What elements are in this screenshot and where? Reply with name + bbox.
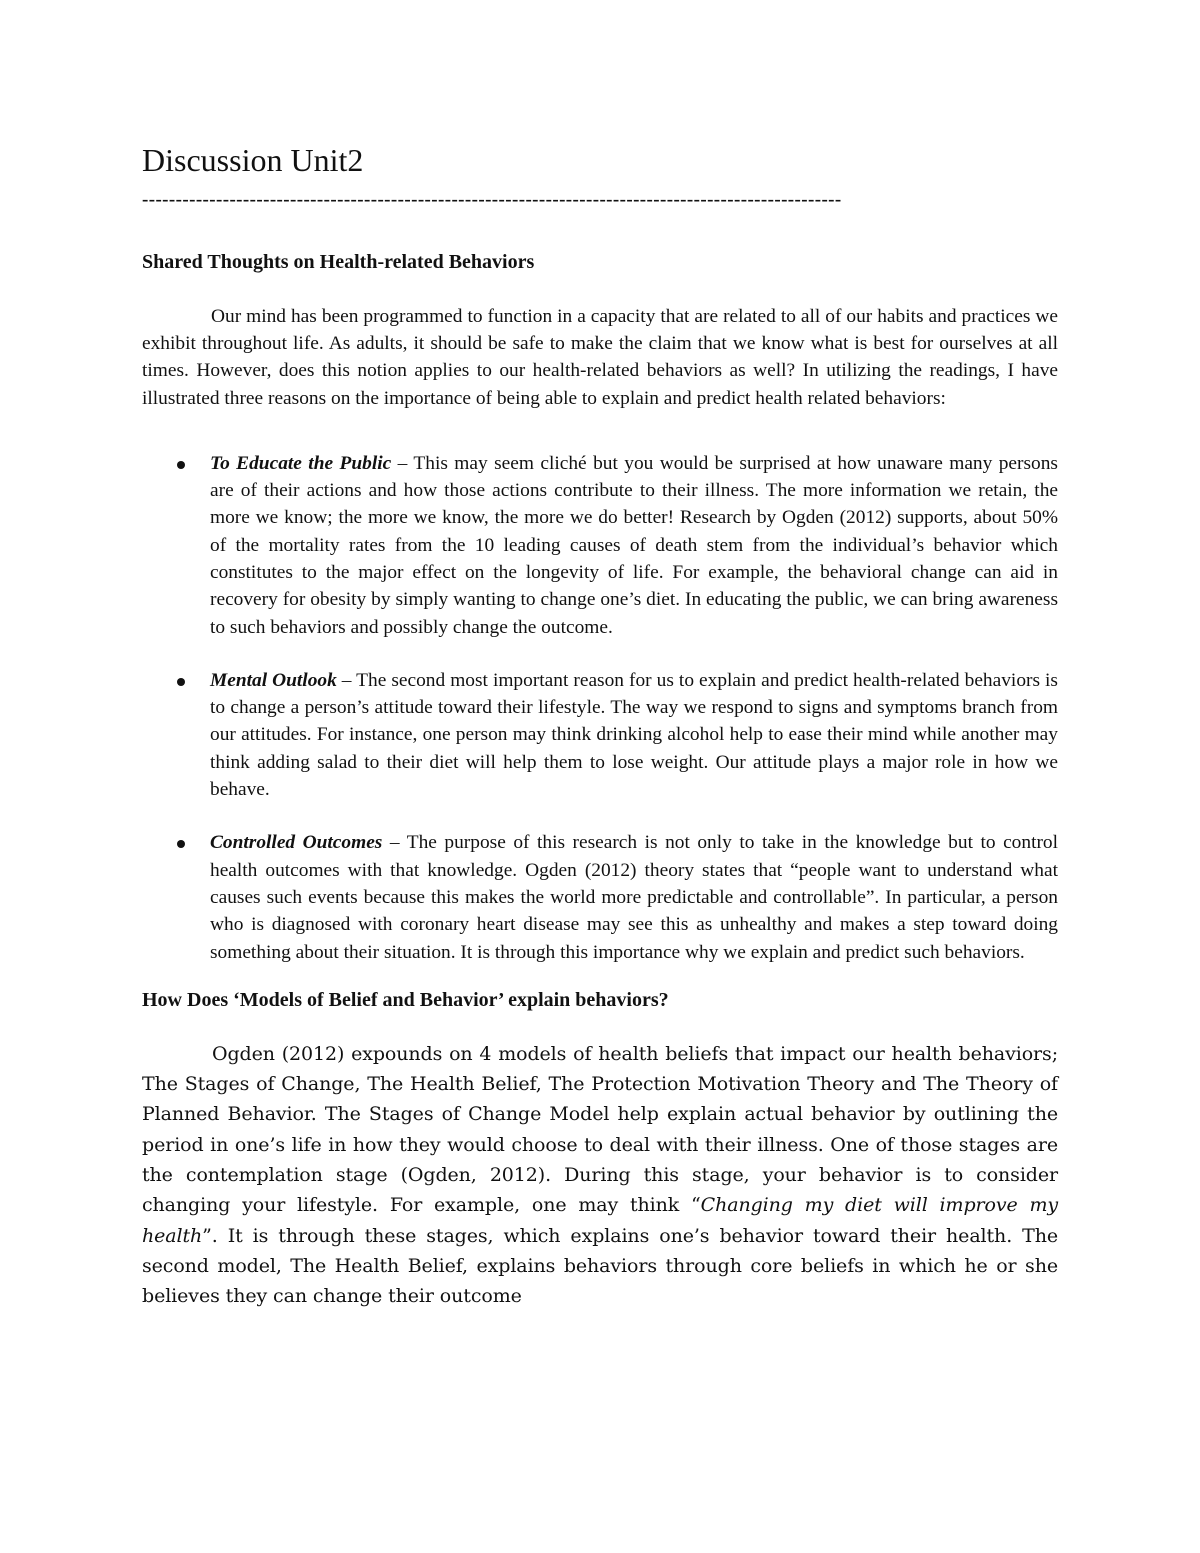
bullet-term: Mental Outlook	[210, 669, 337, 691]
section-heading-models-of-belief: How Does ‘Models of Belief and Behavior’ explain behaviors?	[142, 988, 669, 1011]
bullet-text: – The second most important reason for us to explain and predict health-related behaviors is to change a person’s attitude toward their lifestyle. The way we respond to signs and symptoms branch from our attitudes. For instance, one person may think drinking alcohol help to ease their mind while another may think adding salad to their diet will help them to lose weight. Our attitude plays a major role in how we behave.	[210, 669, 1058, 801]
document-title: Discussion Unit2	[142, 142, 364, 178]
list-item-educate-public	[142, 450, 1058, 641]
reasons-list	[142, 450, 1058, 966]
list-item-mental-outlook	[142, 667, 1058, 803]
bullet-dot-icon	[177, 678, 185, 686]
models-paragraph	[142, 1039, 1058, 1312]
bullet-text: – The purpose of this research is not only to take in the knowledge but to control health outcomes with that knowledge. Ogden (2012) theory states that “people want to understand what causes such events because this makes the world more predictable and controllable”. In particular, a person who is diagnosed with coronary heart disease may see this as unhealthy and makes a step toward doing something about their situation. It is through this importance why we explain and predict such behaviors.	[210, 832, 1058, 963]
section-heading-health-behaviors: Shared Thoughts on Health-related Behaviors	[142, 251, 535, 273]
document-page	[142, 138, 1058, 1312]
models-paragraph-end: ”. It is through these stages, which explains one’s behavior toward their health. The second model, The Health Belief, explains behaviors through core beliefs in which he or she believes they can change their outcome	[142, 1224, 1058, 1308]
bullet-text: – This may seem cliché but you would be surprised at how unaware many persons are of their actions and how those actions contribute to their illness. The more information we retain, the more we know; the more we know, the more we do better! Research by Ogden (2012) supports, about 50% of the mortality rates from the 10 leading causes of death stem from the individual’s behavior which constitutes to the major effect on the longevity of life. For example, the behavioral change can aid in recovery for obesity by simply wanting to change one’s diet. In educating the public, we can bring awareness to such behaviors and possibly change the outcome.	[210, 452, 1058, 638]
title-divider: --------------------------------------------------------------------------------------------------------	[142, 190, 842, 210]
bullet-term: To Educate the Public	[210, 452, 392, 474]
example-quote: Changing my diet will improve my health	[142, 1194, 1059, 1247]
list-item-controlled-outcomes	[142, 829, 1058, 965]
models-paragraph-start: Ogden (2012) expounds on 4 models of health beliefs that impact our health behaviors; The Stages of Change, The Health Belief, The Protection Motivation Theory and The Theory of Planned Behavior. The Stages of Change Model help explain actual behavior by outlining the period in one’s life in how they would choose to deal with their illness. One of those stages are the contemplation stage (Ogden, 2012). During this stage, your behavior is to consider changing your lifestyle. For example, one may think “	[142, 1042, 1058, 1217]
bullet-dot-icon	[177, 840, 185, 848]
intro-paragraph: Our mind has been programmed to function in a capacity that are related to all of our habits and practices we exhibit throughout life. As adults, it should be safe to make the claim that we know what is best for ourselves at all times. However, does this notion applies to our health-related behaviors as well? In utilizing the readings, I have illustrated three reasons on the importance of being able to explain and predict health related behaviors:	[142, 306, 1058, 409]
bullet-dot-icon	[177, 461, 185, 469]
bullet-term: Controlled Outcomes	[210, 832, 383, 854]
